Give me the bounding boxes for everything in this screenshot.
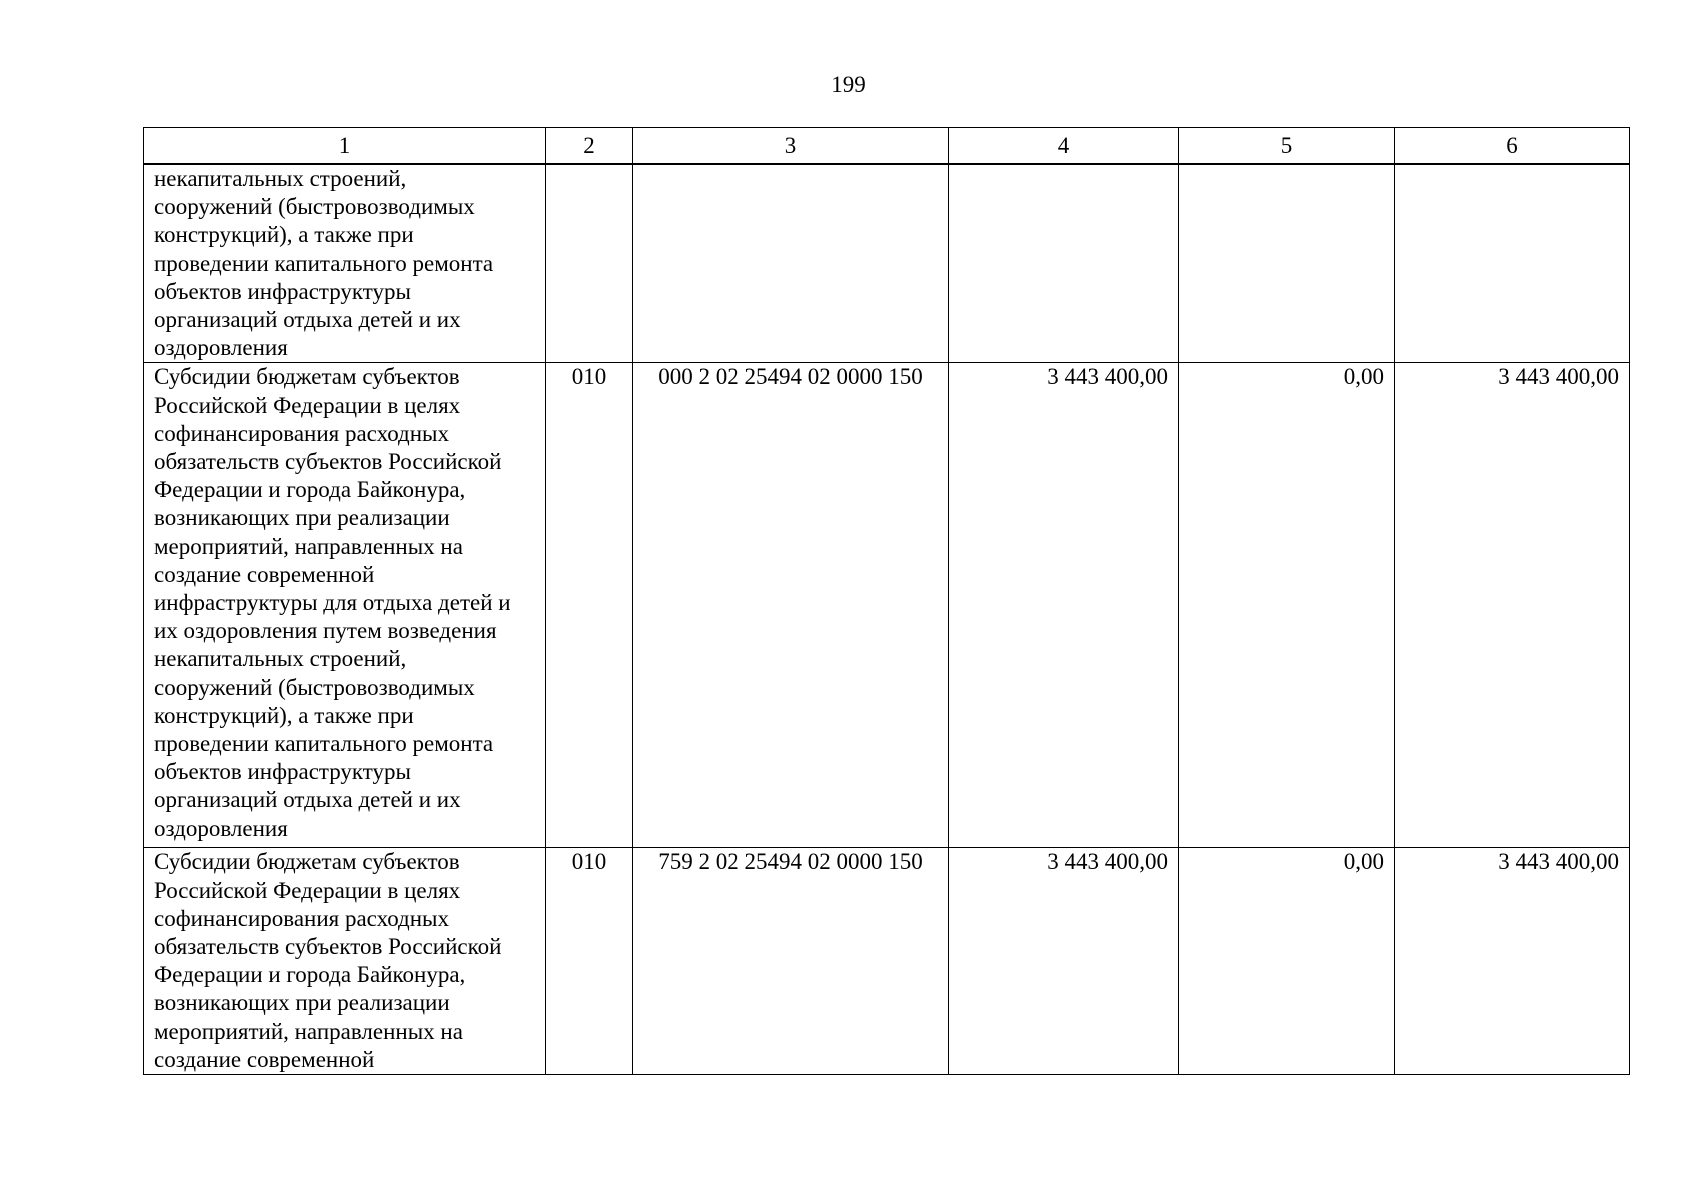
column-header-2: 2 [546, 128, 633, 165]
page-number: 199 [831, 72, 866, 97]
row-col4-cell [949, 164, 1179, 363]
column-header-4: 4 [949, 128, 1179, 165]
column-header-3: 3 [633, 128, 949, 165]
row-col6-cell: 3 443 400,00 [1395, 848, 1630, 1075]
row-col6-cell: 3 443 400,00 [1395, 363, 1630, 848]
column-header-6: 6 [1395, 128, 1630, 165]
row-line-code-cell: 010 [546, 848, 633, 1075]
row-name-cell: Субсидии бюджетам субъектов Российской Федерации в целях софинансирования расходных обязательств субъектов Российской Федерации и города Байконура, возникающих при реализации мероприятий, направленных на создание современной инфраструктуры для отдыха детей и их оздоровления путем возведения некапитальных строений, сооружений (быстровозводимых конструкций), а также при проведении капитального ремонта объектов инфраструктуры организаций отдыха детей и их оздоровления [144, 363, 546, 848]
row-col6-cell [1395, 164, 1630, 363]
row-income-code-cell [633, 164, 949, 363]
row-col4-cell: 3 443 400,00 [949, 363, 1179, 848]
row-col5-cell [1179, 164, 1395, 363]
row-line-code-cell: 010 [546, 363, 633, 848]
row-name-cell: Субсидии бюджетам субъектов Российской Федерации в целях софинансирования расходных обязательств субъектов Российской Федерации и города Байконура, возникающих при реализации мероприятий, направленных на создание современной [144, 848, 546, 1075]
row-income-code-cell: 000 2 02 25494 02 0000 150 [633, 363, 949, 848]
row-col4-cell: 3 443 400,00 [949, 848, 1179, 1075]
row-col5-cell: 0,00 [1179, 363, 1395, 848]
row-name-cell: некапитальных строений, сооружений (быстровозводимых конструкций), а также при проведении капитального ремонта объектов инфраструктуры организаций отдыха детей и их оздоровления [144, 164, 546, 363]
column-header-5: 5 [1179, 128, 1395, 165]
row-line-code-cell [546, 164, 633, 363]
budget-table [143, 127, 1630, 1075]
table-row [144, 363, 1630, 848]
table-row [144, 848, 1630, 1075]
table-header-row [144, 128, 1630, 165]
row-income-code-cell: 759 2 02 25494 02 0000 150 [633, 848, 949, 1075]
table-row [144, 164, 1630, 363]
row-col5-cell: 0,00 [1179, 848, 1395, 1075]
column-header-1: 1 [144, 128, 546, 165]
